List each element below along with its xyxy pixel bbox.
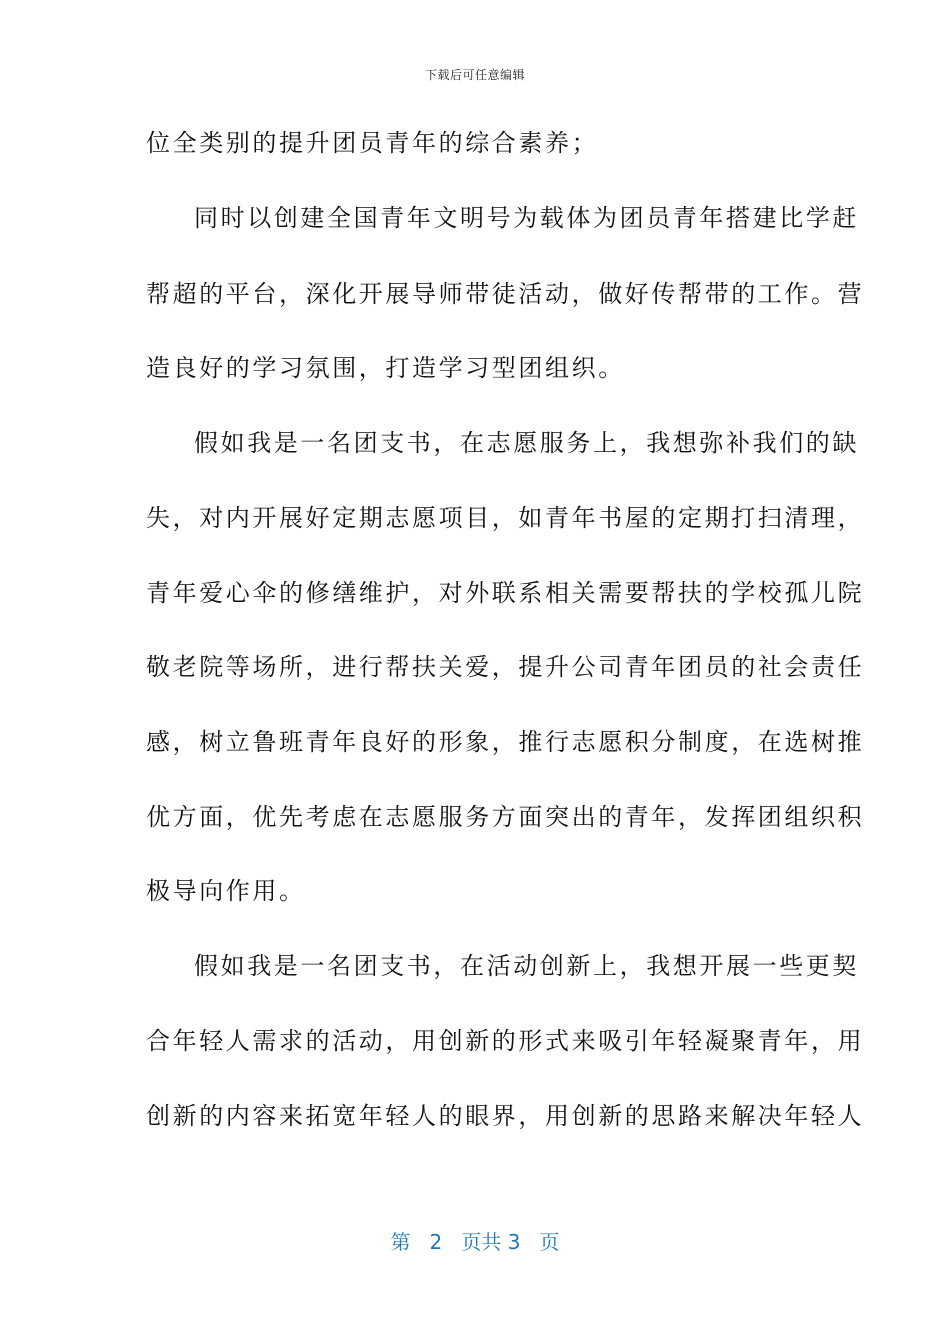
page-header: 下载后可任意编辑 <box>424 68 525 82</box>
text-line: 帮超的平台，深化开展导师带徒活动，做好传帮带的工作。营 <box>146 280 865 308</box>
text-line: 创新的内容来拓宽年轻人的眼界，用创新的思路来解决年轻人 <box>146 1102 865 1130</box>
page-footer <box>0 1226 950 1255</box>
footer-prefix: 第 <box>390 1230 411 1254</box>
text-line: 造良好的学习氛围，打造学习型团组织。 <box>146 354 625 382</box>
text-line: 假如我是一名团支书，在志愿服务上，我想弥补我们的缺 <box>194 429 859 457</box>
text-line: 极导向作用。 <box>146 877 306 905</box>
text-line: 位全类别的提升团员青年的综合素养； <box>146 129 599 157</box>
footer-suffix: 页 <box>539 1230 560 1254</box>
current-page-number: 2 <box>429 1230 443 1254</box>
total-page-number: 3 <box>507 1230 521 1254</box>
text-line: 感，树立鲁班青年良好的形象，推行志愿积分制度，在选树推 <box>146 728 865 756</box>
text-line: 同时以创建全国青年文明号为载体为团员青年搭建比学赶 <box>194 204 859 232</box>
text-line: 青年爱心伞的修缮维护，对外联系相关需要帮扶的学校孤儿院 <box>146 579 865 607</box>
footer-middle: 页共 <box>461 1230 502 1254</box>
text-line: 优方面，优先考虑在志愿服务方面突出的青年，发挥团组织积 <box>146 803 865 831</box>
text-line: 假如我是一名团支书，在活动创新上，我想开展一些更契 <box>194 952 859 980</box>
text-line: 失，对内开展好定期志愿项目，如青年书屋的定期打扫清理， <box>146 504 865 532</box>
text-line: 敬老院等场所，进行帮扶关爱，提升公司青年团员的社会责任 <box>146 653 865 681</box>
text-line: 合年轻人需求的活动，用创新的形式来吸引年轻凝聚青年，用 <box>146 1027 865 1055</box>
